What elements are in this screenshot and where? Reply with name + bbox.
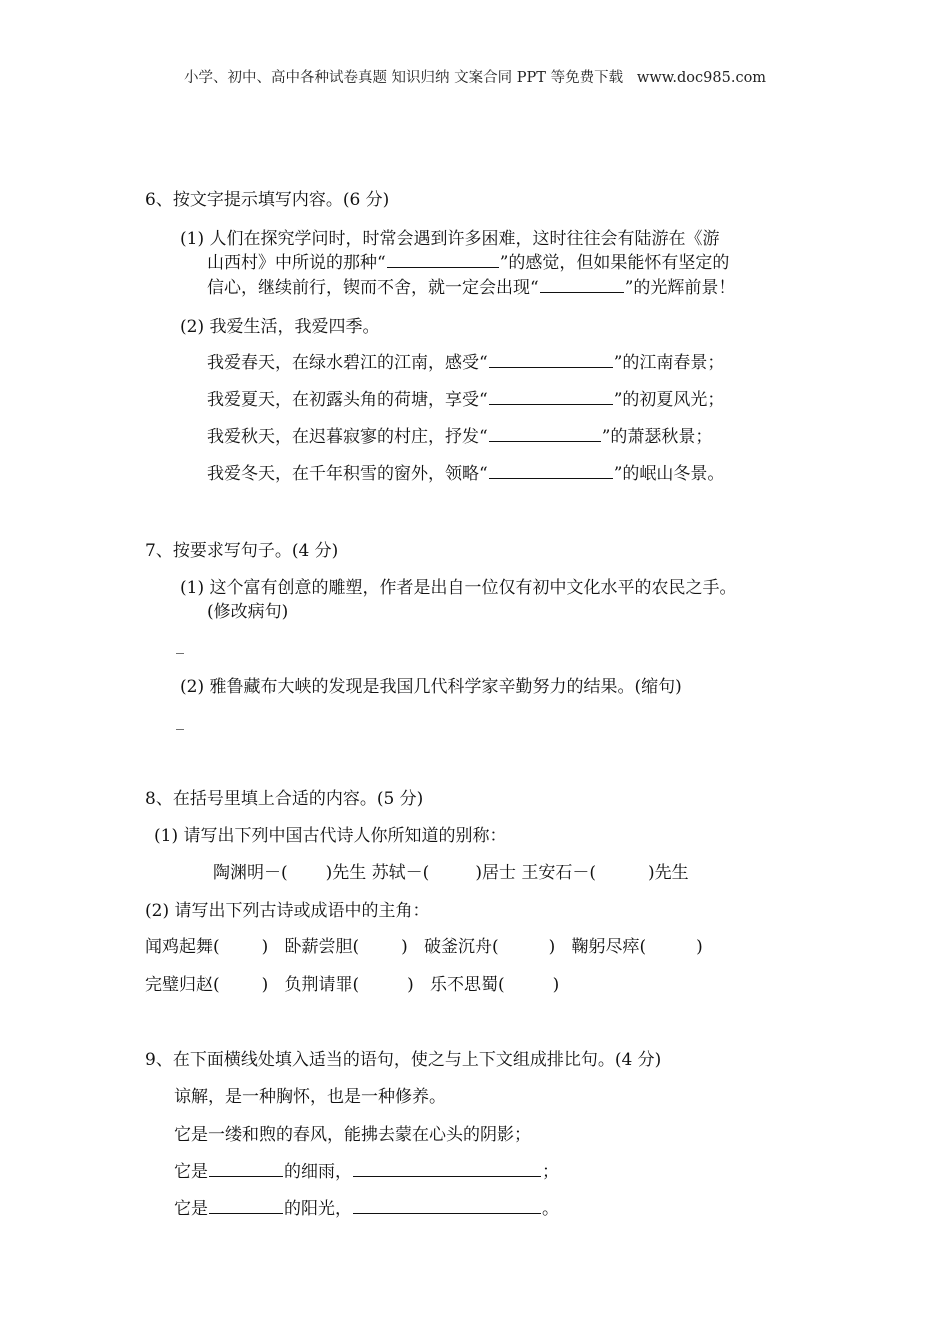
- q9-line-4: [174, 1194, 559, 1219]
- q8-poets-row: [213, 858, 689, 883]
- q6-blank-1[interactable]: [387, 252, 499, 268]
- idiom-1: 闻鸡起舞: [145, 937, 213, 957]
- q6-p1-line3-b: ”的光辉前景！: [624, 278, 736, 298]
- q6-summer-b: ”的初夏风光；: [613, 390, 725, 410]
- q6-winter-a: 我爱冬天，在千年积雪的窗外，领略“: [207, 464, 488, 484]
- q6-spring-b: ”的江南春景；: [613, 353, 725, 373]
- poet-su-end: )居士: [475, 863, 516, 883]
- q6-p1-line3-a: 信心，继续前行，锲而不舍，就一定会出现“: [207, 278, 539, 298]
- q6-p1-line1: (1) 人们在探究学问时，时常会遇到许多困难，这时往往会有陆游在《游: [180, 229, 720, 249]
- q9-line-4-c: 。: [542, 1199, 559, 1219]
- idiom-4: 鞠躬尽瘁: [571, 937, 640, 957]
- q9-line-2: 它是一缕和煦的春风，能拂去蒙在心头的阴影；: [174, 1125, 531, 1145]
- q6-title: 6、按文字提示填写内容。(6 分): [145, 190, 390, 210]
- q6-blank-winter[interactable]: [489, 463, 613, 479]
- q6-blank-summer[interactable]: [489, 389, 613, 405]
- q7-answer-line-2[interactable]: _: [176, 711, 184, 730]
- q6-summer: [207, 385, 724, 410]
- header-text: 小学、初中、高中各种试卷真题 知识归纳 文案合同 PPT 等免费下载: [183, 70, 624, 86]
- q9-blank-2[interactable]: [353, 1161, 541, 1177]
- page-header: [0, 66, 950, 87]
- poet-tao: 陶渊明－(: [213, 863, 288, 883]
- q8-p2: (2) 请写出下列古诗或成语中的主角：: [145, 901, 430, 921]
- poet-wang: 王安石－(: [521, 863, 597, 883]
- header-url: www.doc985.com: [636, 70, 767, 86]
- q7-answer-line-1[interactable]: _: [176, 635, 184, 654]
- q9-line-1: 谅解，是一种胸怀，也是一种修养。: [174, 1087, 446, 1107]
- q9-blank-1[interactable]: [209, 1161, 283, 1177]
- q6-spring: [207, 348, 724, 373]
- q6-p2-title: (2) 我爱生活，我爱四季。: [180, 317, 380, 337]
- idiom-3: 破釜沉舟: [424, 937, 492, 957]
- q6-autumn: [207, 422, 712, 447]
- idiom-7: 乐不思蜀: [430, 975, 498, 995]
- q8-p1: (1) 请写出下列中国古代诗人你所知道的别称：: [154, 826, 507, 846]
- q6-winter: [207, 459, 724, 484]
- q6-p1-line2-b: ”的感觉，但如果能怀有坚定的: [499, 253, 730, 273]
- idiom-5: 完璧归赵: [145, 975, 213, 995]
- poet-su: 苏轼－(: [371, 863, 430, 883]
- q6-autumn-a: 我爱秋天，在迟暮寂寥的村庄，抒发“: [207, 427, 488, 447]
- q8-title: 8、在括号里填上合适的内容。(5 分): [145, 789, 424, 809]
- q6-p1-line3: [207, 273, 735, 298]
- q6-blank-spring[interactable]: [489, 352, 613, 368]
- idiom-6: 负荆请罪: [284, 975, 353, 995]
- q7-p1-line1: (1) 这个富有创意的雕塑，作者是出自一位仅有初中文化水平的农民之手。: [180, 578, 737, 598]
- q9-line-3-a: 它是: [174, 1162, 208, 1182]
- q8-idioms-row-2: 完璧归赵( ) 负荆请罪( ) 乐不思蜀( ): [145, 975, 560, 995]
- q9-blank-3[interactable]: [209, 1198, 283, 1214]
- q7-p1-line2: (修改病句): [207, 602, 289, 622]
- poet-tao-end: )先生: [325, 863, 367, 883]
- q6-spring-a: 我爱春天，在绿水碧江的江南，感受“: [207, 353, 488, 373]
- q8-idioms-row-1: 闻鸡起舞( ) 卧薪尝胆( ) 破釜沉舟( ) 鞠躬尽瘁( ): [145, 937, 703, 957]
- q6-p1-line2: [207, 248, 729, 273]
- q7-title: 7、按要求写句子。(4 分): [145, 541, 339, 561]
- q9-title: 9、在下面横线处填入适当的语句，使之与上下文组成排比句。(4 分): [145, 1050, 662, 1070]
- q6-p1-line2-a: 山西村》中所说的那种“: [207, 253, 386, 273]
- idiom-2: 卧薪尝胆: [284, 937, 353, 957]
- q6-blank-2[interactable]: [540, 277, 624, 293]
- q6-autumn-b: ”的萧瑟秋景；: [601, 427, 713, 447]
- q6-summer-a: 我爱夏天，在初露头角的荷塘，享受“: [207, 390, 488, 410]
- q9-line-3: [174, 1157, 559, 1182]
- q9-line-4-b: 的阳光，: [284, 1199, 352, 1219]
- q9-line-3-b: 的细雨，: [284, 1162, 352, 1182]
- q6-winter-b: ”的岷山冬景。: [613, 464, 725, 484]
- q9-line-4-a: 它是: [174, 1199, 208, 1219]
- q7-p2: (2) 雅鲁藏布大峡的发现是我国几代科学家辛勤努力的结果。(缩句): [180, 677, 682, 697]
- q9-blank-4[interactable]: [353, 1198, 541, 1214]
- q6-blank-autumn[interactable]: [489, 426, 601, 442]
- poet-wang-end: )先生: [648, 863, 689, 883]
- q9-line-3-c: ；: [542, 1162, 559, 1182]
